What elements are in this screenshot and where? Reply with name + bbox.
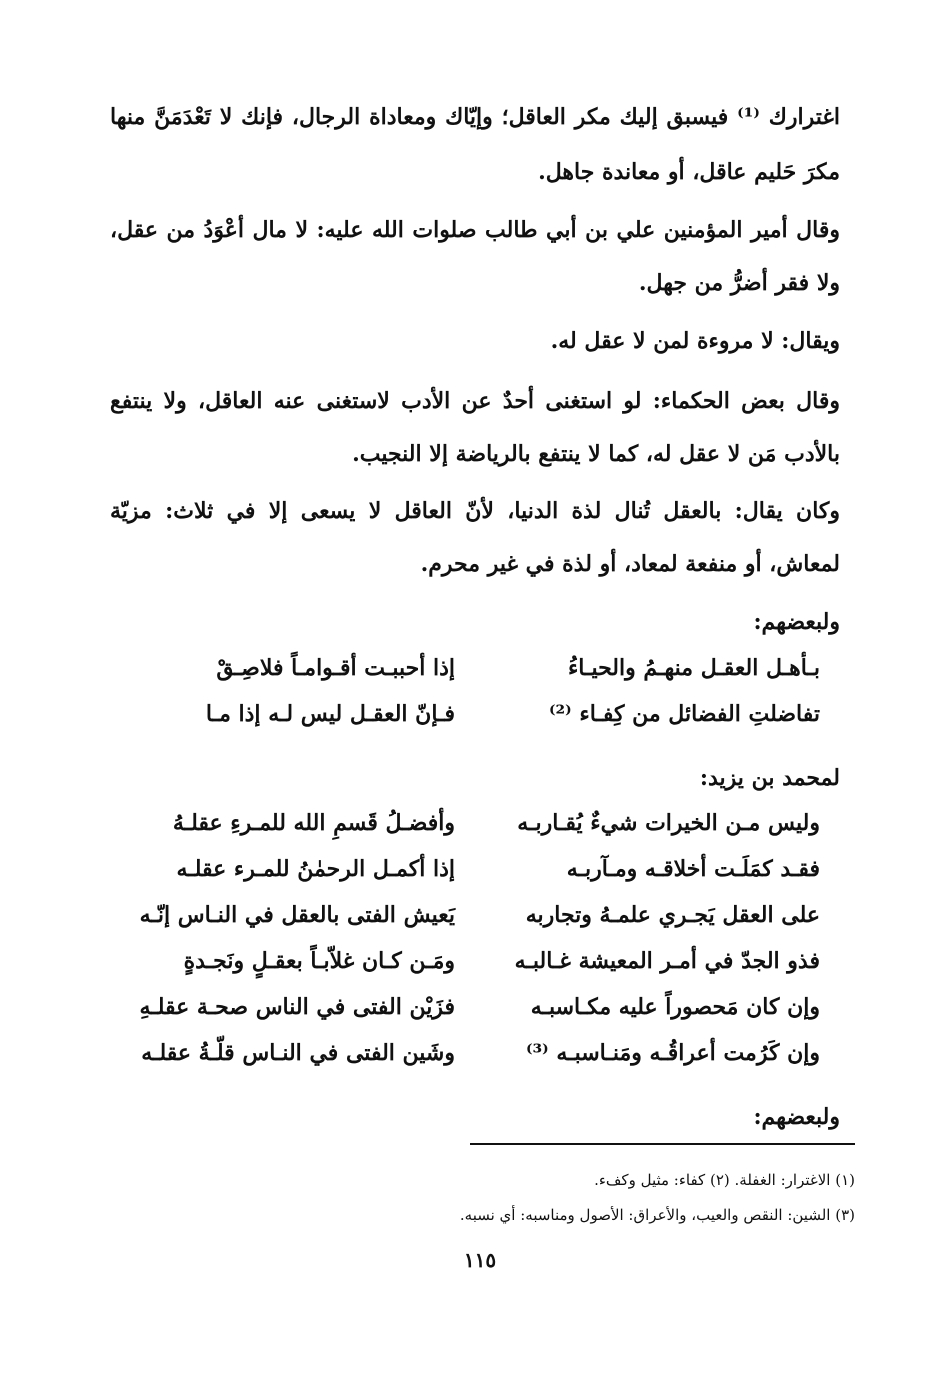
poem-intro: ولبعضهم:	[753, 609, 840, 635]
paragraph-line: مكرَ حَليم عاقل، أو معاندة جاهل.	[538, 159, 840, 185]
verse-second-hemistich: وليس مـن الخيرات شيءٌ يُقـاربـه	[517, 810, 820, 836]
paragraph-line: وكان يقال: بالعقل تُنال لذة الدنيا، لأنّ العاقل لا يسعى إلا في ثلاث: مزيّة	[110, 498, 840, 524]
paragraph-line: ويقال: لا مروءة لمن لا عقل له.	[550, 328, 840, 354]
paragraph-line: بالأدب مَن لا عقل له، كما لا ينتفع بالرياضة إلا النجيب.	[352, 441, 840, 467]
verse-first-hemistich: إذا أكمـل الرحمٰنُ للمـرء عقلـه	[176, 856, 455, 882]
paragraph-line: وقال أمير المؤمنين علي بن أبي طالب صلوات الله عليه: لا مال أعْوَدُ من عقل،	[110, 217, 840, 243]
footnote-line: (٣) الشين: النقص والعيب، والأعراق: الأصول ومناسبه: أي نسبه.	[459, 1206, 855, 1224]
paragraph-line: اغترارك ⁽¹⁾ فيسبق إليك مكر العاقل؛ وإيّاك ومعاداة الرجال، فإنك لا تَعْدَمَنَّ منها	[110, 104, 840, 130]
verse-second-hemistich: تفاضلتِ الفضائل من كِفـاء ⁽²⁾	[548, 701, 820, 727]
footnote-rule	[470, 1143, 855, 1145]
poem-intro: لمحمد بن يزيد:	[699, 765, 840, 791]
verse-first-hemistich: إذا أحببـت أقـوامـاً فلاصِـقْ	[216, 655, 455, 681]
verse-first-hemistich: وأفضـلُ قَسمِ الله للمـرءِ عقلـهُ	[172, 810, 455, 836]
verse-first-hemistich: يَعيش الفتى بالعقل في النـاس إنّـه	[139, 902, 455, 928]
footnote-line: (١) الاغترار: الغفلة. (٢) كفاء: مثيل وكفء.	[594, 1171, 855, 1189]
verse-first-hemistich: وشَين الفتى في النـاس قلّـةُ عقلـه	[141, 1040, 455, 1066]
verse-first-hemistich: ومَـن كـان غلاّبـاً بعقـلٍ ونَجـدةٍ	[183, 948, 455, 974]
verse-second-hemistich: وإن كان مَحصوراً عليه مكـاسبـه	[530, 994, 820, 1020]
verse-first-hemistich: فزَيْن الفتى في الناس صحـة عقلـهِ	[139, 994, 455, 1020]
verse-second-hemistich: بـأهـل العقـل منهـمُ والحيـاءُ	[567, 655, 820, 681]
paragraph-line: ولا فقر أضرُّ من جهل.	[638, 270, 840, 296]
verse-second-hemistich: على العقل يَجـري علمـهُ وتجاربه	[525, 902, 820, 928]
verse-second-hemistich: فذو الجدّ في أمـر المعيشة غـالبـه	[514, 948, 820, 974]
verse-second-hemistich: فقـد كمَلَـت أخلاقـه ومـآربـه	[566, 856, 820, 882]
verse-second-hemistich: وإن كَرُمت أعراقُـه ومَنـاسبـه ⁽³⁾	[525, 1040, 820, 1066]
closing-intro: ولبعضهم:	[753, 1104, 840, 1130]
verse-first-hemistich: فـإنّ العقـل ليس لـه إذا مـا	[205, 701, 455, 727]
page-number: ١١٥	[463, 1248, 497, 1272]
paragraph-line: لمعاش، أو منفعة لمعاد، أو لذة في غير محرم.	[420, 551, 840, 577]
paragraph-line: وقال بعض الحكماء: لو استغنى أحدٌ عن الأدب لاستغنى عنه العاقل، ولا ينتفع	[110, 388, 840, 414]
